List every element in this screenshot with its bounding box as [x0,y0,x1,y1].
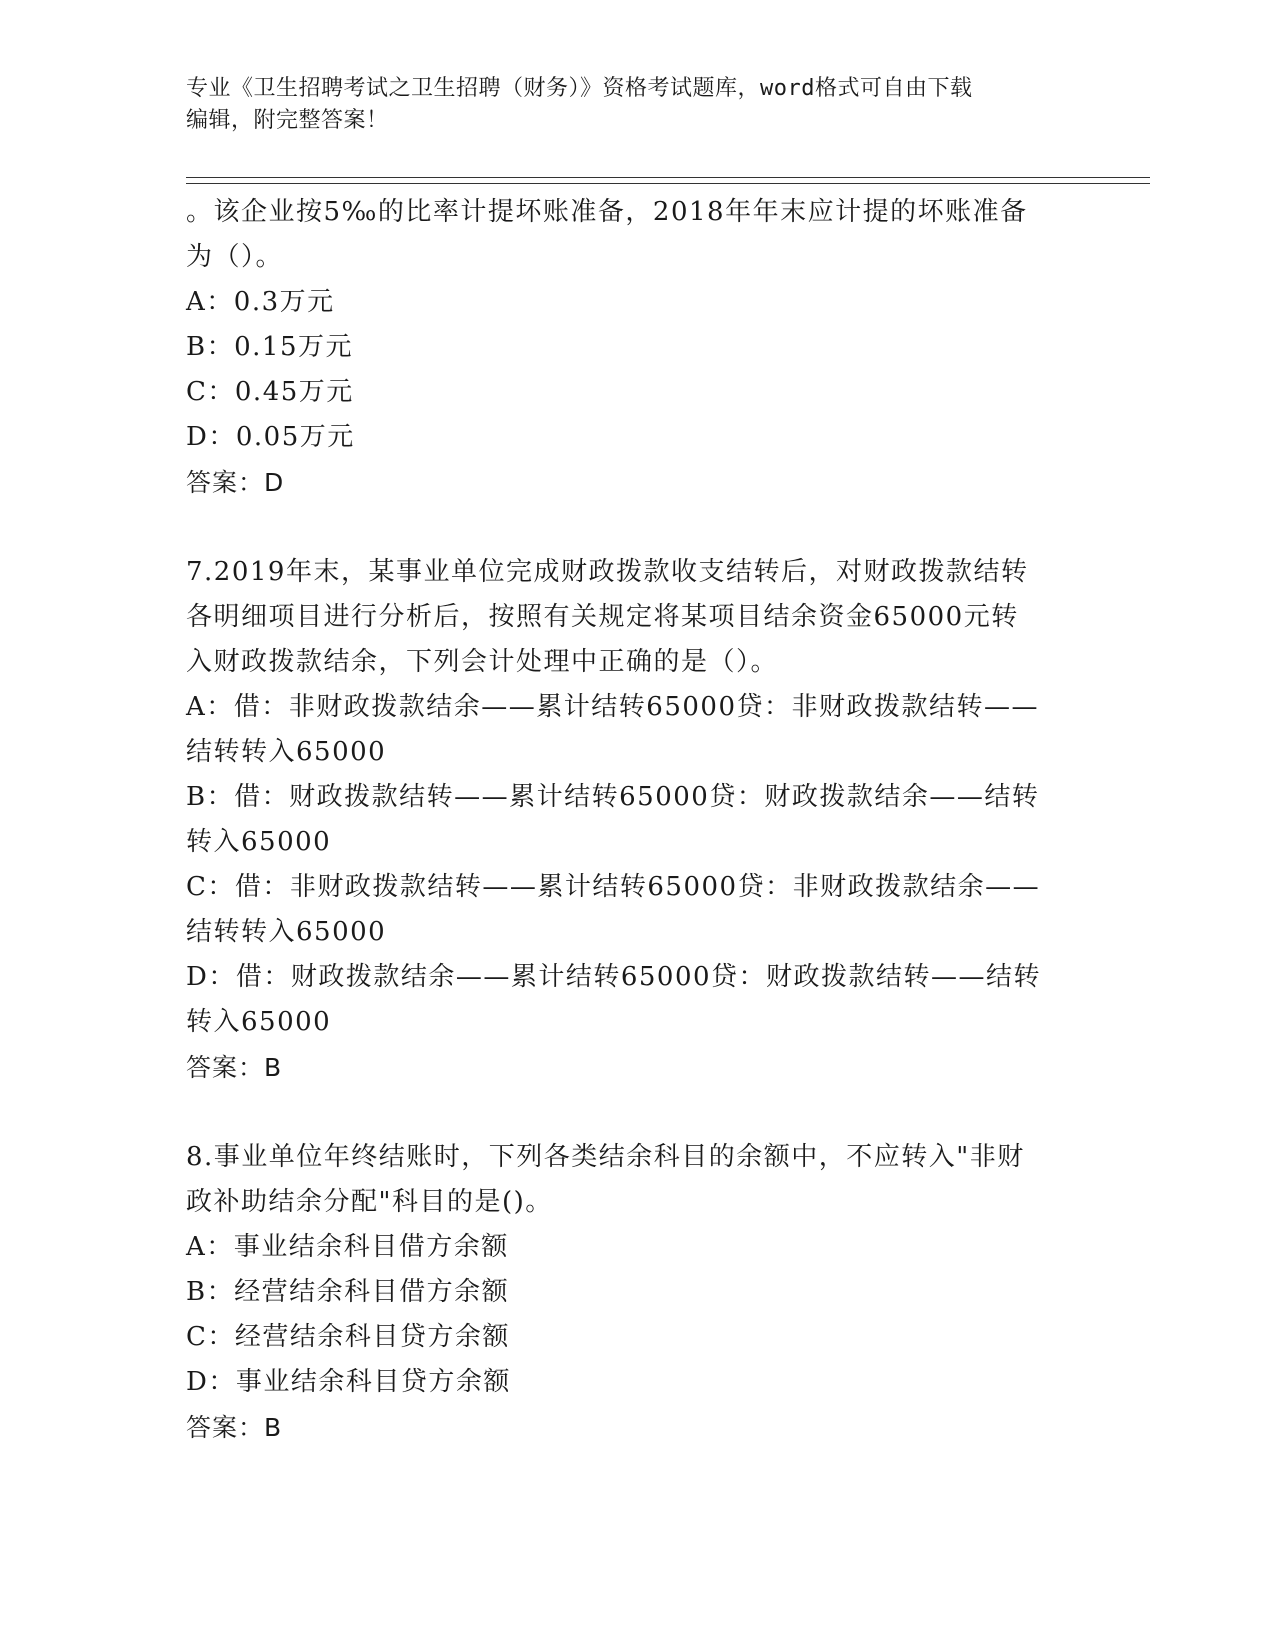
option-a: A：借：非财政拨款结余——累计结转65000贷：非财政拨款结转—— [186,692,1039,722]
answer-line: 答案：B [186,1053,283,1082]
header-divider-top [186,177,1150,178]
option-b: B：借：财政拨款结转——累计结转65000贷：财政拨款结余——结转 [186,782,1040,812]
header-divider-bottom [186,183,1150,184]
option-a: 结转转入65000 [186,737,387,767]
spacer [186,1090,1086,1135]
option-a: A：事业结余科目借方余额 [186,1232,509,1262]
question-8 [186,1135,1086,1450]
option-b: B：经营结余科目借方余额 [186,1277,510,1307]
answer-line: 答案：B [186,1413,283,1442]
option-d: 转入65000 [186,1007,332,1037]
question-stem: 各明细项目进行分析后，按照有关规定将某项目结余资金65000元转 [186,602,1019,632]
document-header [186,73,1066,137]
question-stem: 为（）。 [186,242,284,272]
spacer [186,505,1086,550]
option-d: D：事业结余科目贷方余额 [186,1367,511,1397]
question-stem: 政补助结余分配"科目的是()。 [186,1187,553,1217]
option-b: 转入65000 [186,827,332,857]
question-stem: 。该企业按5‰的比率计提坏账准备，2018年年末应计提的坏账准备 [186,197,1028,227]
question-stem: 入财政拨款结余，下列会计处理中正确的是（）。 [186,647,779,677]
question-stem: 8.事业单位年终结账时，下列各类结余科目的余额中，不应转入"非财 [186,1142,1025,1172]
option-c: C：借：非财政拨款结转——累计结转65000贷：非财政拨款结余—— [186,872,1041,902]
header-line-2: 编辑，附完整答案！ [186,108,389,133]
question-7 [186,550,1086,1090]
option-a: A：0.3万元 [186,287,335,317]
option-c: 结转转入65000 [186,917,387,947]
option-b: B：0.15万元 [186,332,353,362]
answer-line: 答案：D [186,468,285,497]
question-list [186,190,1086,1450]
question-6 [186,190,1086,505]
option-c: C：0.45万元 [186,377,354,407]
question-stem: 7.2019年末，某事业单位完成财政拨款收支结转后，对财政拨款结转 [186,557,1029,587]
option-d: D：0.05万元 [186,422,355,452]
header-line-1: 专业《卫生招聘考试之卫生招聘（财务）》资格考试题库，word格式可自由下载 [186,76,973,101]
option-d: D：借：财政拨款结余——累计结转65000贷：财政拨款结转——结转 [186,962,1042,992]
option-c: C：经营结余科目贷方余额 [186,1322,510,1352]
